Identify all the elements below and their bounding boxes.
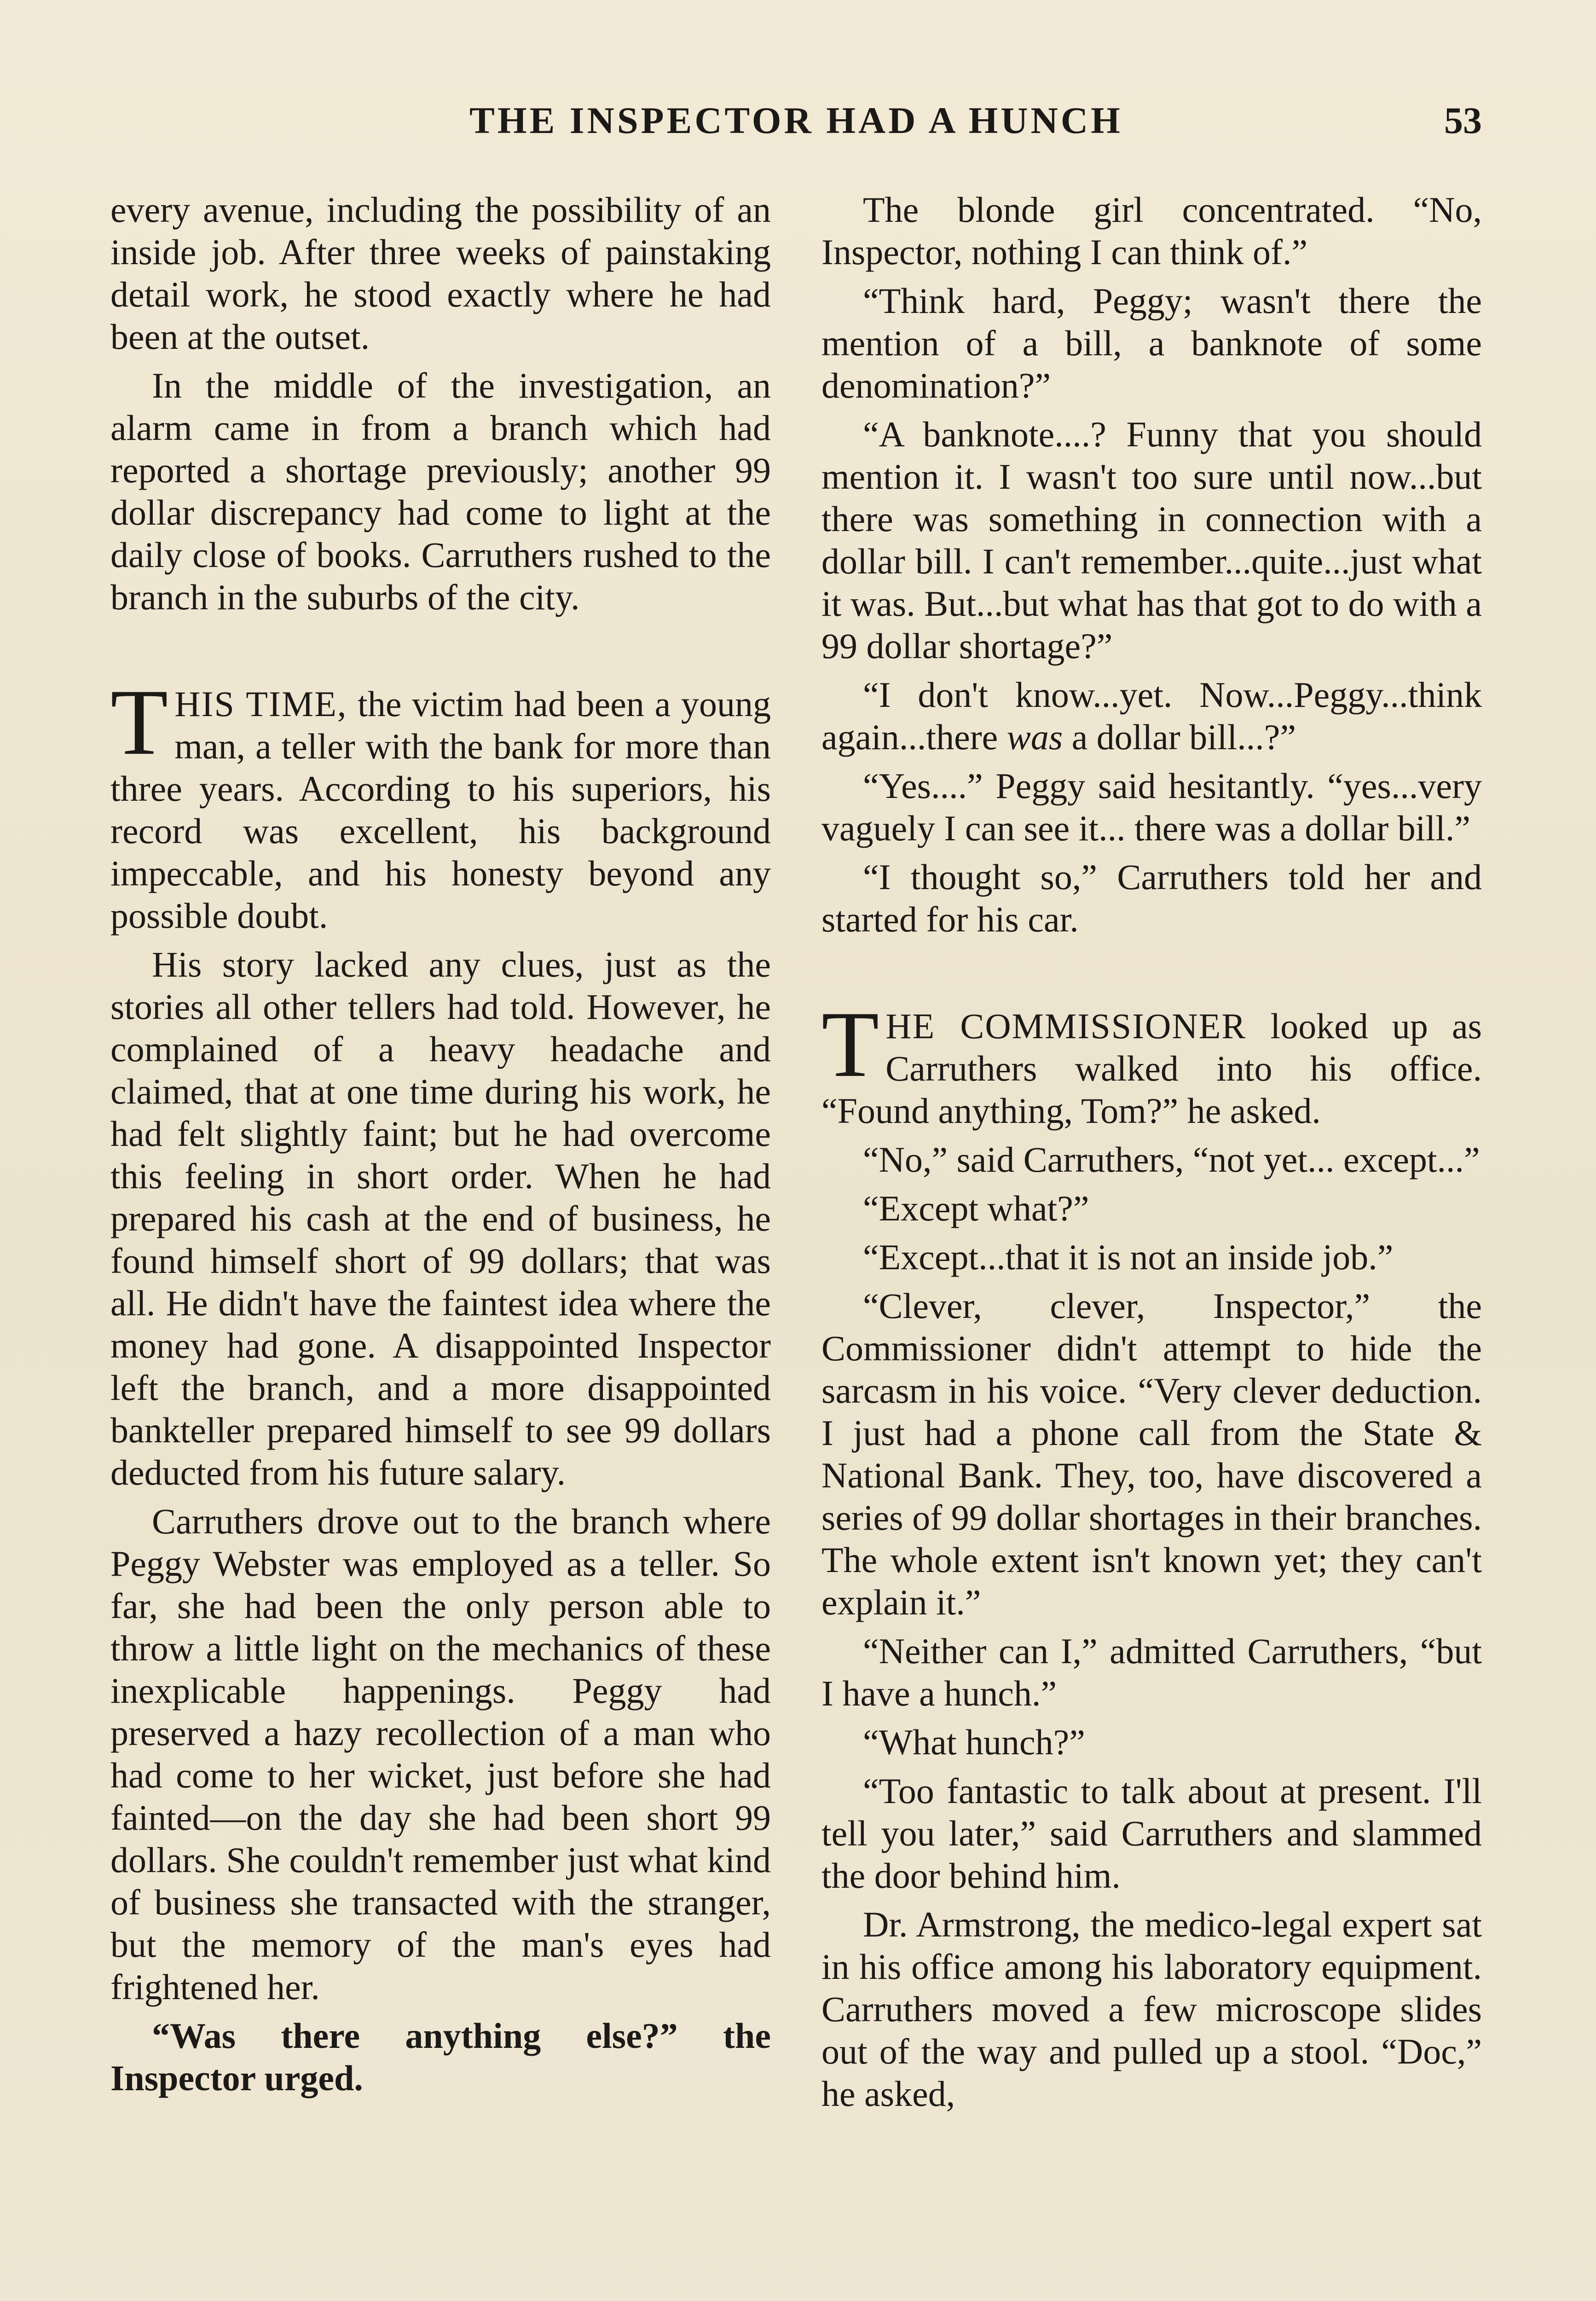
paragraph: “Yes....” Peggy said hesitantly. “yes...very vaguely I can see it... there was a dollar bill.” [821, 766, 1482, 848]
paragraph: “Was there anything else?” the Inspector urged. [110, 2016, 771, 2098]
emphasis-text: was [1006, 717, 1063, 757]
lead-in-caps: HE COMMISSIONER [885, 1006, 1247, 1046]
paragraph: “Except what?” [863, 1188, 1089, 1228]
paragraph: “A banknote....? Funny that you should mention it. I wasn't too sure until now...but there was something in connection with a dollar bill. I can't remember...quite...just what it was. But...but what has that got to do with a 99 dollar shortage?” [821, 414, 1482, 666]
paragraph: every avenue, including the possibility of an inside job. After three weeks of painstaking detail work, he stood exactly where he had been at the outset. [110, 190, 771, 357]
paragraph-text: “I don't know...yet. Now...Peggy...think again...there [821, 675, 1482, 757]
paragraph: Carruthers drove out to the branch where Peggy Webster was employed as a teller. So far, she had been the only person able to throw a little light on the mechanics of these inexplicable happenings. Peggy had preserved a hazy recollection of a man who had come to her wicket, just before she had fainted—on the day she had been short 99 dollars. She couldn't remember just what kind of business she transacted with the stranger, but the memory of the man's eyes had frightened her. [110, 1501, 771, 2007]
right-column [821, 189, 1482, 2115]
paragraph: Dr. Armstrong, the medico-legal expert sat in his office among his laboratory equipment. Carruthers moved a few microscope slides out of the way and pulled up a stool. “Doc,” he asked, [821, 1904, 1482, 2114]
paragraph: “Clever, clever, Inspector,” the Commissioner didn't attempt to hide the sarcasm in his voice. “Very clever deduction. I just had a phone call from the State & National Bank. They, too, have discovered a series of 99 dollar shortages in their branches. The whole extent isn't known yet; they can't explain it.” [821, 1286, 1482, 1622]
drop-cap: T [110, 670, 168, 775]
section-opening-paragraph [110, 670, 771, 937]
paragraph: “I thought so,” Carruthers told her and started for his car. [821, 857, 1482, 939]
section-opening-paragraph [821, 992, 1482, 1132]
paragraph: “Except...that it is not an inside job.” [863, 1237, 1394, 1277]
paragraph: In the middle of the investigation, an alarm came in from a branch which had reported a shortage previously; another 99 dollar discrepancy had come to light at the daily close of books. Carruthers rushed to the branch in the suburbs of the city. [110, 365, 771, 617]
paragraph [821, 674, 1482, 758]
paragraph: “What hunch?” [863, 1722, 1085, 1762]
paragraph: “Think hard, Peggy; wasn't there the mention of a bill, a banknote of some denomination?” [821, 281, 1482, 405]
drop-cap: T [821, 992, 879, 1097]
paragraph-text: the victim had been a young man, a teller with the bank for more than three years. According to his superiors, his record was excellent, his background impeccable, and his honesty beyond any possible doubt. [110, 684, 771, 936]
running-title: THE INSPECTOR HAD A HUNCH [469, 99, 1123, 141]
page-number: 53 [1444, 99, 1482, 141]
paragraph-text: a dollar bill...?” [1063, 717, 1296, 757]
paragraph: “No,” said Carruthers, “not yet... except...” [863, 1139, 1480, 1179]
left-column [110, 189, 771, 2099]
paragraph: “Neither can I,” admitted Carruthers, “but I have a hunch.” [821, 1631, 1482, 1713]
paragraph: The blonde girl concentrated. “No, Inspector, nothing I can think of.” [821, 190, 1482, 272]
paragraph: “Too fantastic to talk about at present. I'll tell you later,” said Carruthers and slammed the door behind him. [821, 1771, 1482, 1896]
page-header [110, 99, 1482, 154]
paragraph-text: looked up as Carruthers walked into his office. “Found anything, Tom?” he asked. [821, 1006, 1482, 1131]
paragraph: His story lacked any clues, just as the stories all other tellers had told. However, he complained of a heavy headache and claimed, that at one time during his work, he had felt slightly faint; but he had overcome this feeling in short order. When he had prepared his cash at the end of business, he found himself short of 99 dollars; that was all. He didn't have the faintest idea where the money had gone. A disappointed Inspector left the branch, and a more disappointed bankteller prepared himself to see 99 dollars deducted from his future salary. [110, 944, 771, 1492]
lead-in-caps: HIS TIME, [174, 684, 347, 724]
